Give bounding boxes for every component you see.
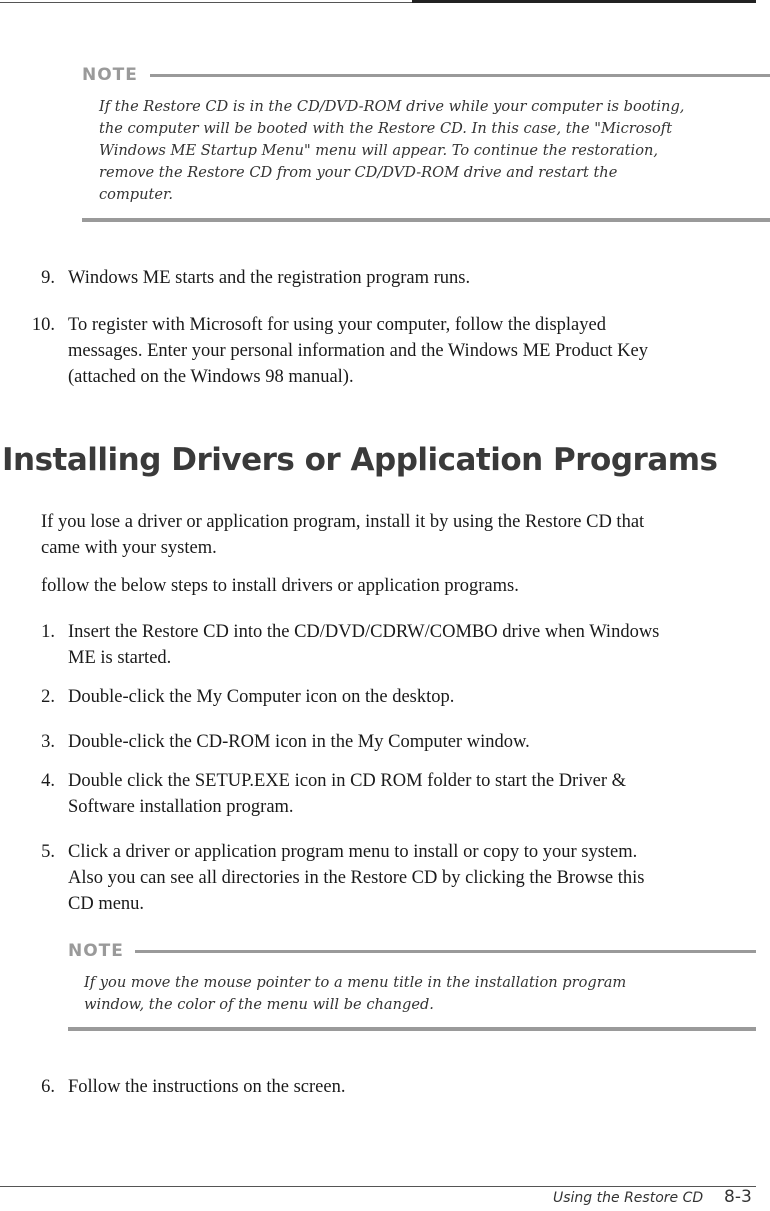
step-text xyxy=(68,312,648,390)
step-number: 10. xyxy=(31,315,55,335)
note-line: computer. xyxy=(99,186,174,203)
step-number: 9. xyxy=(41,268,55,288)
note-line: If you move the mouse pointer to a menu title in the installation program xyxy=(84,974,627,991)
step-line: ME is started. xyxy=(68,648,172,668)
step-number: 1. xyxy=(41,622,55,642)
step-text: Follow the instructions on the screen. xyxy=(68,1077,346,1097)
note-line: remove the Restore CD from your CD/DVD-ROM drive and restart the xyxy=(99,164,618,181)
section-heading: Installing Drivers or Application Programs xyxy=(2,442,718,478)
step-line: Insert the Restore CD into the CD/DVD/CDRW/COMBO drive when Windows xyxy=(68,622,660,642)
step-line: Click a driver or application program menu to install or copy to your system. xyxy=(68,842,638,862)
step-text xyxy=(68,619,659,671)
step-number: 2. xyxy=(41,687,55,707)
step-line: (attached on the Windows 98 manual). xyxy=(68,367,354,387)
step-text: Double-click the My Computer icon on the desktop. xyxy=(68,687,455,707)
intro-line: came with your system. xyxy=(41,538,217,558)
header-rule-thin xyxy=(0,2,412,3)
note-label: NOTE xyxy=(68,941,128,961)
note-line: the computer will be booted with the Restore CD. In this case, the "Microsoft xyxy=(99,120,673,137)
step-line: CD menu. xyxy=(68,894,145,914)
intro-line: If you lose a driver or application program, install it by using the Restore CD that xyxy=(41,512,645,532)
page-number: 8-3 xyxy=(724,1187,752,1207)
step-text: Double-click the CD-ROM icon in the My Computer window. xyxy=(68,732,530,752)
note-label: NOTE xyxy=(82,65,142,85)
step-number: 3. xyxy=(41,732,55,752)
step-line: Software installation program. xyxy=(68,797,294,817)
footer-chapter-title: Using the Restore CD xyxy=(553,1190,704,1206)
note-bottom-rule xyxy=(82,218,770,222)
step-text: Windows ME starts and the registration program runs. xyxy=(68,268,471,288)
footer-rule xyxy=(0,1186,756,1187)
step-line: To register with Microsoft for using your computer, follow the displayed xyxy=(68,315,606,335)
step-number: 5. xyxy=(41,842,55,862)
step-line: Also you can see all directories in the Restore CD by clicking the Browse this xyxy=(68,868,645,888)
note-bottom-rule xyxy=(68,1027,756,1031)
header-rule-thick xyxy=(412,0,756,3)
step-line: Double click the SETUP.EXE icon in CD ROM folder to start the Driver & xyxy=(68,771,626,791)
step-line: messages. Enter your personal information and the Windows ME Product Key xyxy=(68,341,649,361)
step-number: 4. xyxy=(41,771,55,791)
note-rule xyxy=(150,74,770,77)
note-text xyxy=(84,972,626,1016)
note-rule xyxy=(135,950,756,953)
section-intro xyxy=(41,509,644,561)
note-line: window, the color of the menu will be changed. xyxy=(84,996,434,1013)
note-line: Windows ME Startup Menu" menu will appear. To continue the restoration, xyxy=(99,142,659,159)
note-text xyxy=(99,96,684,206)
note-line: If the Restore CD is in the CD/DVD-ROM drive while your computer is booting, xyxy=(99,98,685,115)
step-text xyxy=(68,839,644,917)
section-lead: follow the below steps to install drivers or application programs. xyxy=(41,576,519,596)
step-text xyxy=(68,768,626,820)
step-number: 6. xyxy=(41,1077,55,1097)
